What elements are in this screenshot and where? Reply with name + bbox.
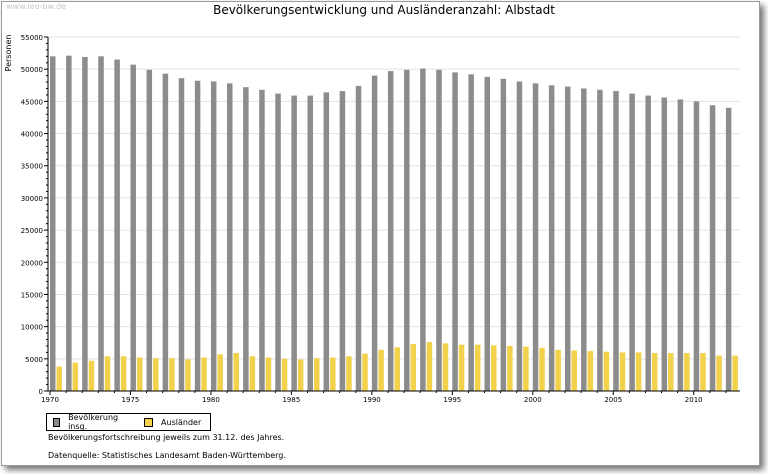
bar-foreigners: [57, 367, 63, 391]
legend-item-population: [53, 413, 120, 431]
bar-foreigners: [459, 345, 465, 391]
bar-population: [243, 87, 249, 391]
bar-foreigners: [571, 350, 577, 391]
bar-population: [50, 56, 56, 391]
bar-population: [501, 79, 507, 391]
bar-population: [340, 91, 346, 391]
bar-foreigners: [330, 358, 336, 391]
bar-foreigners: [491, 345, 497, 391]
legend-item-foreigners: [144, 418, 201, 427]
bar-foreigners: [411, 344, 417, 391]
bar-foreigners: [668, 353, 674, 391]
bar-foreigners: [250, 356, 256, 391]
y-tick-label: 50000: [20, 66, 43, 75]
bar-foreigners: [684, 353, 690, 391]
bar-population: [388, 71, 394, 391]
bar-foreigners: [443, 343, 449, 391]
bar-foreigners: [266, 358, 272, 391]
x-tick-label: 2010: [684, 396, 703, 404]
bar-population: [597, 90, 603, 391]
x-tick-label: 1985: [282, 396, 301, 404]
bar-population: [517, 81, 523, 391]
y-axis-label: Personen: [4, 34, 13, 72]
bar-population: [710, 105, 716, 391]
bar-population: [98, 56, 104, 391]
bar-population: [613, 91, 619, 391]
bar-population: [356, 86, 362, 391]
watermark: www.leo-bw.de: [6, 2, 66, 11]
y-tick-label: 35000: [20, 162, 43, 171]
bar-population: [436, 70, 442, 391]
bar-population: [468, 74, 474, 391]
bar-foreigners: [185, 359, 191, 391]
y-tick-label: 25000: [20, 227, 43, 236]
bar-foreigners: [507, 346, 512, 391]
bar-population: [726, 108, 732, 391]
bar-population: [404, 70, 410, 391]
bar-foreigners: [153, 358, 159, 391]
bar-foreigners: [314, 358, 320, 391]
bar-foreigners: [588, 351, 594, 391]
legend-swatch-population: [53, 418, 60, 427]
y-tick-label: 30000: [20, 194, 43, 203]
bar-foreigners: [394, 347, 400, 391]
bar-foreigners: [234, 353, 240, 391]
bar-foreigners: [427, 342, 433, 391]
x-tick-label: 1990: [362, 396, 381, 404]
bar-foreigners: [555, 350, 561, 391]
y-tick-label: 5000: [25, 355, 43, 364]
bar-foreigners: [346, 356, 352, 391]
bar-foreigners: [620, 352, 626, 391]
bar-population: [147, 70, 153, 391]
bar-population: [211, 81, 217, 391]
bar-population: [275, 94, 281, 391]
bar-foreigners: [652, 353, 658, 391]
bar-foreigners: [539, 348, 545, 391]
bar-population: [662, 98, 668, 391]
bar-population: [307, 96, 313, 391]
bar-foreigners: [121, 356, 127, 391]
chart-title: Bevölkerungsentwicklung und Ausländeranzahl: Albstadt: [213, 3, 555, 17]
y-tick-label: 0: [38, 388, 43, 396]
bar-population: [163, 74, 169, 391]
bar-population: [629, 94, 635, 391]
legend-label-population: Bevölkerung insg.: [68, 413, 119, 431]
bar-foreigners: [169, 358, 175, 391]
y-tick-label: 40000: [20, 130, 43, 139]
bar-population: [82, 57, 88, 391]
bar-population: [420, 69, 426, 391]
bars: [50, 56, 738, 391]
bar-foreigners: [298, 359, 304, 391]
bar-foreigners: [716, 356, 722, 391]
bar-foreigners: [700, 353, 706, 391]
bar-population: [452, 72, 458, 391]
bar-population: [66, 56, 72, 391]
bar-foreigners: [73, 363, 79, 391]
y-tick-label: 55000: [20, 34, 43, 42]
bar-foreigners: [636, 352, 642, 391]
y-tick-label: 15000: [20, 291, 43, 300]
bar-foreigners: [523, 347, 529, 391]
bar-population: [694, 101, 700, 391]
bar-population: [195, 81, 201, 391]
x-tick-label: 2005: [604, 396, 623, 404]
bar-foreigners: [282, 359, 288, 391]
bar-population: [324, 92, 330, 391]
note-source: Datenquelle: Statistisches Landesamt Baden-Württemberg.: [48, 451, 286, 460]
bar-foreigners: [604, 352, 610, 391]
bar-foreigners: [137, 358, 143, 391]
x-tick-label: 1995: [443, 396, 462, 404]
bar-population: [291, 96, 297, 391]
bar-population: [549, 85, 555, 391]
legend: [46, 413, 211, 431]
bar-population: [678, 99, 684, 391]
bar-foreigners: [217, 354, 223, 391]
y-tick-label: 10000: [20, 323, 43, 332]
note-census: Bevölkerungsfortschreibung jeweils zum 31.12. des Jahres.: [48, 433, 285, 442]
bar-population: [227, 83, 233, 391]
bar-population: [259, 90, 265, 391]
bar-foreigners: [201, 358, 207, 391]
bar-population: [565, 87, 571, 391]
legend-swatch-foreigners: [144, 418, 153, 427]
bar-foreigners: [89, 361, 95, 391]
x-tick-label: 1980: [202, 396, 220, 404]
x-tick-label: 2000: [523, 396, 542, 404]
bar-foreigners: [378, 350, 384, 391]
bar-foreigners: [105, 356, 111, 391]
bar-population: [179, 78, 185, 391]
bar-population: [114, 60, 120, 391]
x-tick-label: 1975: [121, 396, 140, 404]
bar-population: [581, 88, 587, 391]
legend-label-foreigners: Ausländer: [161, 417, 202, 427]
y-tick-label: 20000: [20, 259, 43, 268]
bar-population: [485, 77, 491, 391]
bar-population: [533, 83, 539, 391]
bar-foreigners: [732, 356, 738, 391]
y-tick-label: 45000: [20, 98, 43, 107]
bar-foreigners: [362, 354, 368, 391]
bar-population: [130, 65, 136, 391]
bar-foreigners: [475, 345, 481, 391]
x-tick-label: 1970: [41, 396, 59, 404]
bar-population: [645, 96, 651, 391]
bar-population: [372, 76, 378, 391]
